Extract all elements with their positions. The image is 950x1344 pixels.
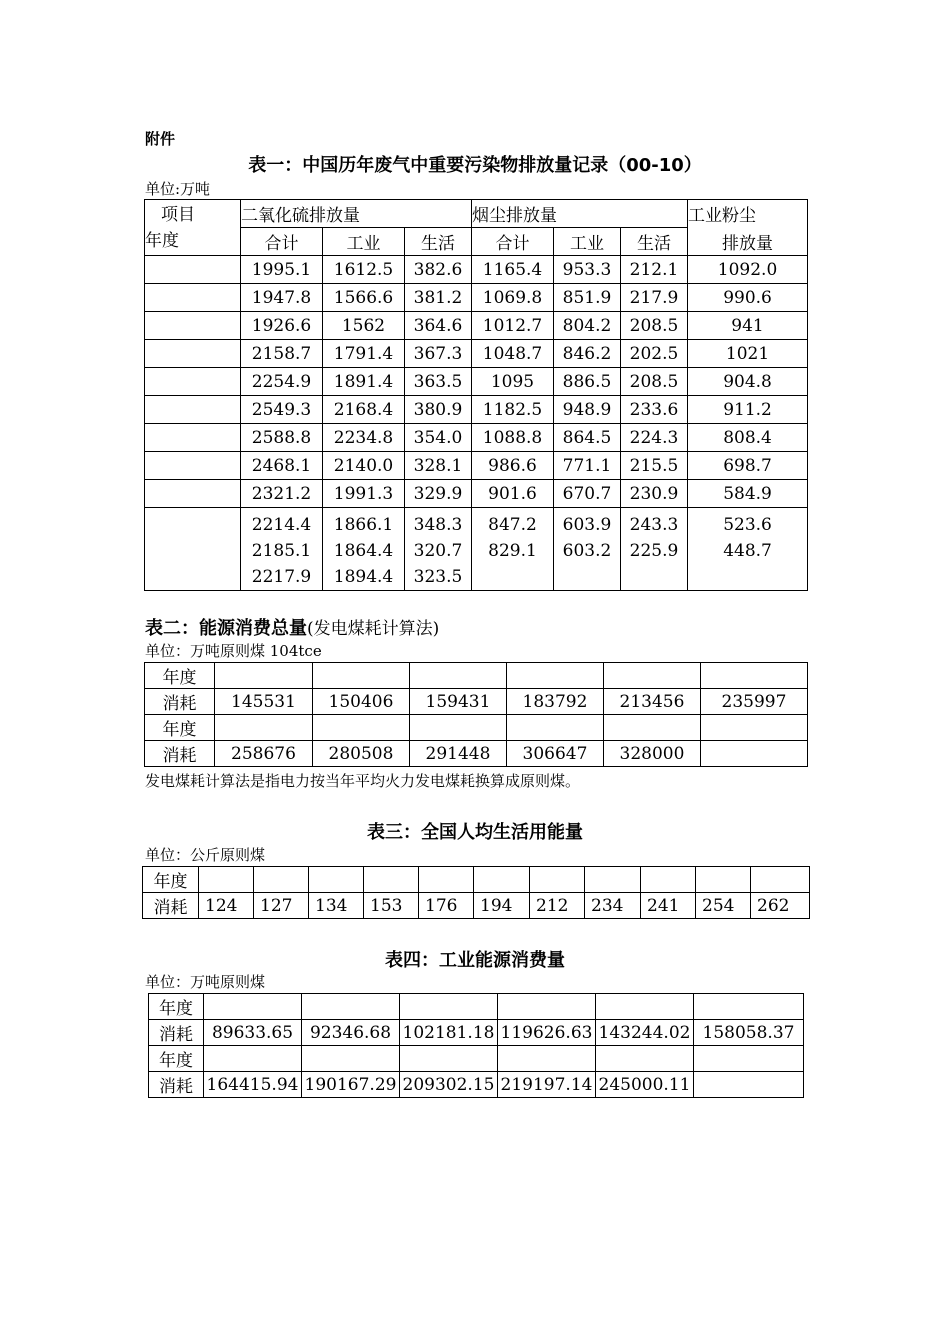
cell-value: 1864.4 — [333, 541, 394, 561]
table-cell — [410, 663, 507, 689]
table-cell — [498, 1046, 596, 1072]
table-cell: 2234.8 — [323, 424, 405, 452]
table-cell: 380.9 — [405, 396, 472, 424]
table-cell — [604, 715, 701, 741]
table-cell — [701, 715, 808, 741]
table-row — [145, 689, 808, 715]
table-cell: 367.3 — [405, 340, 472, 368]
table-cell: 1891.4 — [323, 368, 405, 396]
table-cell: 291448 — [410, 741, 507, 767]
table-cell: 1566.6 — [323, 284, 405, 312]
table-cell: 89633.65 — [204, 1020, 302, 1046]
table-cell: 382.6 — [405, 256, 472, 284]
dust-header: 烟尘排放量 — [472, 200, 688, 228]
table-cell — [507, 663, 604, 689]
table-cell: 2254.9 — [241, 368, 323, 396]
table-cell: 190167.29 — [302, 1072, 400, 1098]
table-cell: 年度 — [143, 867, 199, 893]
cell-value: 523.6 — [723, 515, 772, 535]
table-cell: 213456 — [604, 689, 701, 715]
table-row — [145, 312, 808, 340]
table3-unit: 单位：公斤原则煤 — [145, 846, 266, 864]
year-label: 年度 — [145, 230, 179, 251]
table-cell: 208.5 — [621, 368, 688, 396]
so2-header: 二氧化硫排放量 — [241, 200, 472, 228]
table-cell: 1791.4 — [323, 340, 405, 368]
table-cell — [474, 867, 530, 893]
table-cell: 2468.1 — [241, 452, 323, 480]
table-cell: 864.5 — [554, 424, 621, 452]
table-cell — [694, 994, 804, 1020]
table-cell — [145, 452, 241, 480]
table-row — [145, 396, 808, 424]
table-cell: 消耗 — [149, 1020, 204, 1046]
table-cell — [498, 994, 596, 1020]
table-cell: 990.6 — [688, 284, 808, 312]
emission-header: 排放量 — [688, 228, 808, 256]
table-cell — [585, 867, 641, 893]
table-cell — [701, 741, 808, 767]
table-cell: 235997 — [701, 689, 808, 715]
table-cell: 280508 — [313, 741, 410, 767]
table-cell — [419, 867, 474, 893]
table-cell: 329.9 — [405, 480, 472, 508]
table-cell: 1088.8 — [472, 424, 554, 452]
cell-value: 829.1 — [488, 541, 537, 561]
cell-value: 2214.4 — [251, 515, 312, 535]
table-cell: 258676 — [215, 741, 313, 767]
table-cell: 158058.37 — [694, 1020, 804, 1046]
table-cell: 119626.63 — [498, 1020, 596, 1046]
dust-total-header: 合计 — [472, 228, 554, 256]
table-cell: 1947.8 — [241, 284, 323, 312]
table-cell: 230.9 — [621, 480, 688, 508]
table-cell: 1562 — [323, 312, 405, 340]
table-cell — [688, 508, 808, 591]
table-cell — [309, 867, 364, 893]
table-cell: 381.2 — [405, 284, 472, 312]
table4-unit: 单位：万吨原则煤 — [145, 973, 266, 991]
table-cell — [405, 508, 472, 591]
table-cell — [145, 312, 241, 340]
table-cell — [472, 508, 554, 591]
cell-value: 847.2 — [488, 515, 537, 535]
table-cell: 2588.8 — [241, 424, 323, 452]
so2-life-header: 生活 — [405, 228, 472, 256]
table-cell — [530, 867, 585, 893]
table-cell: 202.5 — [621, 340, 688, 368]
table-cell: 消耗 — [143, 893, 199, 919]
table-cell: 159431 — [410, 689, 507, 715]
table-cell: 209302.15 — [400, 1072, 498, 1098]
table-cell: 364.6 — [405, 312, 472, 340]
table-cell: 134 — [309, 893, 364, 919]
table2-note: 发电煤耗计算法是指电力按当年平均火力发电煤耗换算成原则煤。 — [145, 772, 581, 790]
table-cell: 904.8 — [688, 368, 808, 396]
cell-value: 1866.1 — [333, 515, 394, 535]
table-cell — [145, 368, 241, 396]
table-cell: 886.5 — [554, 368, 621, 396]
table-cell: 1995.1 — [241, 256, 323, 284]
table-cell: 1021 — [688, 340, 808, 368]
table-cell: 1926.6 — [241, 312, 323, 340]
table-cell: 262 — [751, 893, 810, 919]
table2-title: 表二：能源消费总量(发电煤耗计算法) — [145, 618, 440, 639]
table-cell: 1182.5 — [472, 396, 554, 424]
table-row — [145, 424, 808, 452]
table-cell — [145, 396, 241, 424]
table-cell — [145, 256, 241, 284]
table-cell — [596, 1046, 694, 1072]
dust-industry-header: 工业 — [554, 228, 621, 256]
table1-corner-header — [145, 200, 241, 256]
table-cell: 212 — [530, 893, 585, 919]
table-row — [149, 994, 804, 1020]
so2-total-header: 合计 — [241, 228, 323, 256]
table-cell: 145531 — [215, 689, 313, 715]
table-row — [145, 480, 808, 508]
cell-value: 603.9 — [562, 515, 612, 535]
table-cell: 670.7 — [554, 480, 621, 508]
table-cell — [364, 867, 419, 893]
table-cell: 771.1 — [554, 452, 621, 480]
table-cell: 233.6 — [621, 396, 688, 424]
table-cell — [145, 508, 241, 591]
cell-value: 348.3 — [413, 515, 463, 535]
table-row — [149, 1072, 804, 1098]
table-cell: 901.6 — [472, 480, 554, 508]
table-row — [149, 1046, 804, 1072]
table-row — [145, 715, 808, 741]
table-cell: 2549.3 — [241, 396, 323, 424]
table-cell — [596, 994, 694, 1020]
cell-value: 603.2 — [562, 541, 612, 561]
table-cell: 948.9 — [554, 396, 621, 424]
table-cell — [554, 508, 621, 591]
table4-industrial-energy — [148, 993, 804, 1098]
table-cell: 1612.5 — [323, 256, 405, 284]
cell-value: 2185.1 — [251, 541, 312, 561]
table-cell — [507, 715, 604, 741]
table-cell: 217.9 — [621, 284, 688, 312]
table-cell: 698.7 — [688, 452, 808, 480]
table-cell: 150406 — [313, 689, 410, 715]
table-row — [145, 663, 808, 689]
table-cell — [410, 715, 507, 741]
table-cell — [751, 867, 810, 893]
table2-unit: 单位：万吨原则煤 104tce — [145, 642, 322, 660]
table-cell — [604, 663, 701, 689]
table-cell — [302, 1046, 400, 1072]
table-cell: 911.2 — [688, 396, 808, 424]
table-cell: 2321.2 — [241, 480, 323, 508]
table-row-multi — [145, 508, 808, 591]
table-cell — [145, 340, 241, 368]
dust-life-header: 生活 — [621, 228, 688, 256]
table-cell: 1012.7 — [472, 312, 554, 340]
cell-value: 225.9 — [629, 541, 679, 561]
table-cell — [145, 284, 241, 312]
table-cell: 年度 — [145, 715, 215, 741]
table3-per-capita-energy — [142, 866, 810, 919]
table-cell: 254 — [696, 893, 751, 919]
table-cell: 183792 — [507, 689, 604, 715]
table-cell: 年度 — [145, 663, 215, 689]
table-cell — [204, 994, 302, 1020]
table-cell — [641, 867, 696, 893]
table-cell: 消耗 — [145, 741, 215, 767]
table-cell: 2140.0 — [323, 452, 405, 480]
table-cell: 年度 — [149, 1046, 204, 1072]
table-row — [145, 368, 808, 396]
table-row — [145, 340, 808, 368]
table-cell — [694, 1072, 804, 1098]
table-cell: 年度 — [149, 994, 204, 1020]
table-cell: 194 — [474, 893, 530, 919]
table-cell — [215, 663, 313, 689]
table-cell: 176 — [419, 893, 474, 919]
table-cell: 124 — [199, 893, 254, 919]
table-cell: 92346.68 — [302, 1020, 400, 1046]
table-cell: 224.3 — [621, 424, 688, 452]
cell-value: 2217.9 — [251, 567, 312, 587]
table-cell — [204, 1046, 302, 1072]
cell-value: 448.7 — [723, 541, 772, 561]
table-cell — [199, 867, 254, 893]
table-cell: 846.2 — [554, 340, 621, 368]
table-cell: 143244.02 — [596, 1020, 694, 1046]
table-cell: 584.9 — [688, 480, 808, 508]
table-cell: 1991.3 — [323, 480, 405, 508]
item-label: 项目 — [161, 204, 195, 225]
table-cell — [400, 1046, 498, 1072]
table-row — [149, 1020, 804, 1046]
table-cell: 1095 — [472, 368, 554, 396]
table-cell: 208.5 — [621, 312, 688, 340]
cell-value: 243.3 — [629, 515, 679, 535]
table-cell — [241, 508, 323, 591]
table-cell: 127 — [254, 893, 309, 919]
table-cell: 953.3 — [554, 256, 621, 284]
table-cell — [145, 480, 241, 508]
table1-unit: 单位:万吨 — [145, 180, 211, 198]
table1-pollutant-emissions — [144, 199, 808, 591]
table-cell — [323, 508, 405, 591]
table4-title: 表四：工业能源消费量 — [385, 950, 565, 971]
table-cell: 941 — [688, 312, 808, 340]
table-row — [145, 741, 808, 767]
table2-energy-total — [144, 662, 808, 767]
table-cell: 215.5 — [621, 452, 688, 480]
table-cell: 2158.7 — [241, 340, 323, 368]
table-cell: 2168.4 — [323, 396, 405, 424]
attachment-label: 附件 — [145, 130, 176, 148]
table-cell: 消耗 — [145, 689, 215, 715]
table-cell: 153 — [364, 893, 419, 919]
table3-title: 表三：全国人均生活用能量 — [367, 822, 583, 843]
table-cell: 1165.4 — [472, 256, 554, 284]
table-cell: 102181.18 — [400, 1020, 498, 1046]
cell-value: 323.5 — [413, 567, 463, 587]
table-cell: 1092.0 — [688, 256, 808, 284]
table-cell — [302, 994, 400, 1020]
table-row — [143, 893, 810, 919]
table-row — [143, 867, 810, 893]
table-cell — [254, 867, 309, 893]
table-row — [145, 256, 808, 284]
table-row — [145, 452, 808, 480]
table-cell — [400, 994, 498, 1020]
table-cell — [701, 663, 808, 689]
industrial-dust-header: 工业粉尘 — [688, 200, 808, 228]
table-cell: 245000.11 — [596, 1072, 694, 1098]
table-cell — [215, 715, 313, 741]
table-cell: 1048.7 — [472, 340, 554, 368]
table-cell: 328.1 — [405, 452, 472, 480]
table-cell: 804.2 — [554, 312, 621, 340]
table-cell: 328000 — [604, 741, 701, 767]
table-cell: 354.0 — [405, 424, 472, 452]
so2-industry-header: 工业 — [323, 228, 405, 256]
table-cell: 851.9 — [554, 284, 621, 312]
table-cell: 241 — [641, 893, 696, 919]
table-cell: 363.5 — [405, 368, 472, 396]
table1-title: 表一：中国历年废气中重要污染物排放量记录（00-10） — [248, 155, 702, 176]
table-cell: 212.1 — [621, 256, 688, 284]
table-cell — [313, 715, 410, 741]
table-cell — [621, 508, 688, 591]
table-cell — [313, 663, 410, 689]
table-cell: 164415.94 — [204, 1072, 302, 1098]
table-cell — [694, 1046, 804, 1072]
table-cell: 1069.8 — [472, 284, 554, 312]
table-cell — [696, 867, 751, 893]
table-cell: 808.4 — [688, 424, 808, 452]
table-cell: 消耗 — [149, 1072, 204, 1098]
cell-value: 1894.4 — [333, 567, 394, 587]
table-cell — [145, 424, 241, 452]
table-cell: 986.6 — [472, 452, 554, 480]
table-cell: 306647 — [507, 741, 604, 767]
cell-value: 320.7 — [413, 541, 463, 561]
table-cell: 234 — [585, 893, 641, 919]
table-cell: 219197.14 — [498, 1072, 596, 1098]
table-row — [145, 284, 808, 312]
